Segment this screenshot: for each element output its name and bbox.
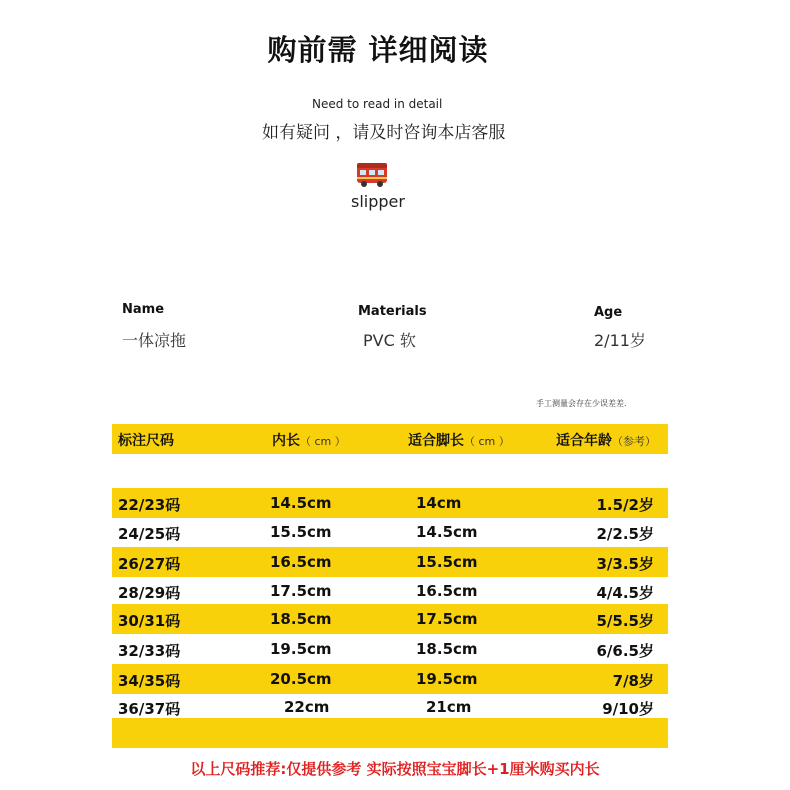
inner-length-cell: 18.5cm [270,610,332,628]
header-age-unit: （参考） [612,435,656,448]
foot-length-cell: 17.5cm [416,610,478,628]
header-inner-length-unit: （ cm ） [300,435,346,448]
measurement-note: 手工测量会存在少误差差. [536,399,627,408]
bus-icon [356,160,388,188]
inner-length-cell: 22cm [284,698,330,716]
page-title: 购前需 详细阅读 [267,33,489,67]
header-age-label: 适合年龄 [556,433,612,449]
foot-length-cell: 14.5cm [416,523,478,541]
name-value: 一体凉拖 [122,331,187,350]
table-row [112,517,668,547]
inner-length-cell: 15.5cm [270,523,332,541]
foot-length-cell: 19.5cm [416,670,478,688]
age-cell: 2/2.5岁 [596,525,654,543]
size-cell: 36/37码 [118,700,181,718]
inner-length-cell: 19.5cm [270,640,332,658]
header-foot-length-unit: （ cm ） [464,435,510,448]
materials-label: Materials [358,304,427,319]
table-row [112,576,668,606]
age-cell: 6/6.5岁 [596,642,654,660]
header-foot-length [408,430,510,450]
inner-length-cell: 14.5cm [270,494,332,512]
header-size-label: 标注尺码 [118,433,174,449]
table-row [112,634,668,664]
size-cell: 34/35码 [118,672,181,690]
size-cell: 30/31码 [118,612,181,630]
foot-length-cell: 21cm [426,698,472,716]
age-cell: 9/10岁 [602,700,654,718]
subtitle-english: Need to read in detail [312,97,443,111]
size-cell: 28/29码 [118,584,181,602]
age-cell: 5/5.5岁 [596,612,654,630]
header-size [118,430,174,450]
foot-length-cell: 16.5cm [416,582,478,600]
table-row [112,488,668,518]
header-foot-length-label: 适合脚长 [408,433,464,449]
table-row [112,664,668,694]
header-age [556,430,656,450]
foot-length-cell: 18.5cm [416,640,478,658]
age-cell: 1.5/2岁 [596,496,654,514]
inner-length-cell: 20.5cm [270,670,332,688]
foot-length-cell: 14cm [416,494,462,512]
table-row [112,547,668,577]
header-inner-length [272,430,346,450]
age-cell: 7/8岁 [612,672,654,690]
inner-length-cell: 17.5cm [270,582,332,600]
age-cell: 4/4.5岁 [596,584,654,602]
materials-value: PVC 软 [363,331,416,350]
size-cell: 22/23码 [118,496,181,514]
product-type-label: slipper [351,192,405,211]
age-cell: 3/3.5岁 [596,555,654,573]
size-cell: 32/33码 [118,642,181,660]
name-label: Name [122,302,165,317]
table-footer-band [112,718,668,748]
size-cell: 26/27码 [118,555,181,573]
size-recommendation-note: 以上尺码推荐:仅提供参考 实际按照宝宝脚长+1厘米购买内长 [190,760,600,778]
header-inner-length-label: 内长 [272,433,300,449]
subtitle-chinese: 如有疑问 ，请及时咨询本店客服 [262,123,506,143]
inner-length-cell: 16.5cm [270,553,332,571]
age-label: Age [594,305,623,320]
table-row [112,604,668,634]
age-value: 2/11岁 [594,331,646,350]
size-cell: 24/25码 [118,525,181,543]
foot-length-cell: 15.5cm [416,553,478,571]
